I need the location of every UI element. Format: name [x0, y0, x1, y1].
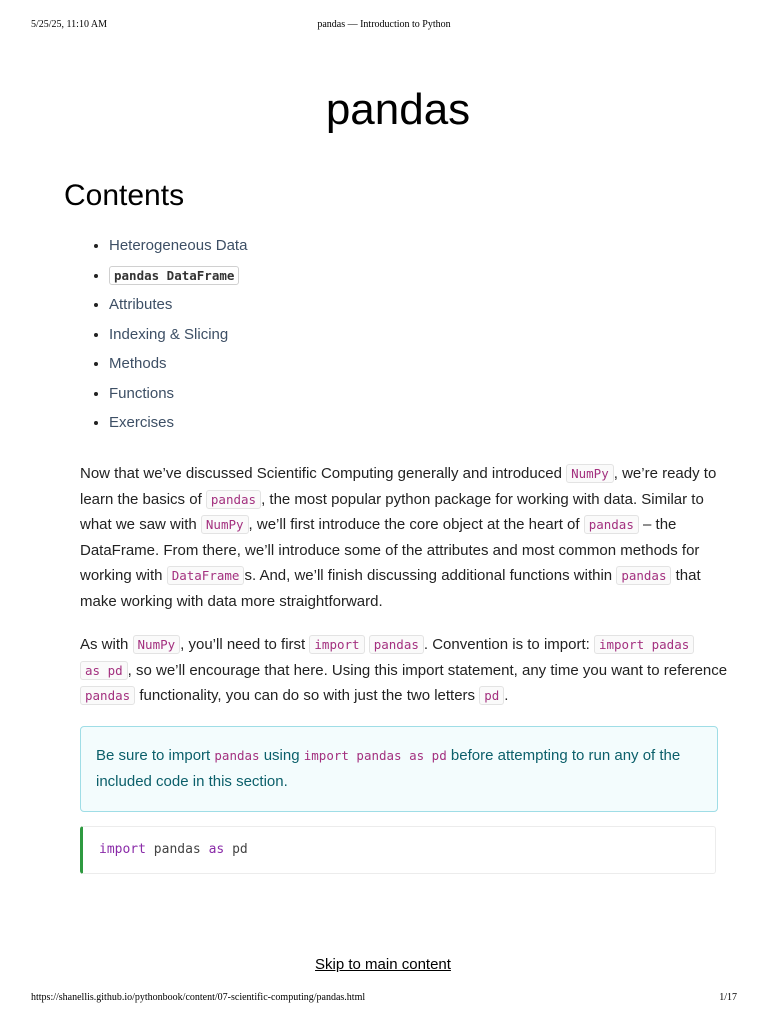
text: – the DataFrame. From there, we’ll introduce some of the attributes and most common methods for working with — [80, 516, 700, 584]
inline-code: NumPy — [566, 464, 614, 483]
toc-item-pandas-dataframe[interactable] — [109, 262, 247, 292]
inline-code: pandas — [616, 566, 671, 585]
inline-code: pandas — [584, 515, 639, 534]
table-of-contents — [90, 232, 247, 439]
toc-link[interactable] — [109, 267, 239, 284]
inline-code: DataFrame — [167, 566, 245, 585]
import-paragraph — [80, 632, 730, 709]
module-name: pandas — [145, 842, 209, 857]
text: Now that we’ve discussed Scientific Computing generally and introduced — [80, 465, 567, 482]
note-admonition — [80, 726, 718, 812]
print-doc-title: pandas — Introduction to Python — [317, 19, 451, 30]
toc-link[interactable]: Attributes — [109, 296, 173, 313]
text: . — [504, 687, 509, 704]
text: , the most popular python package for working with data. Similar to what we saw with — [80, 490, 704, 533]
print-url: https://shanellis.github.io/pythonbook/content/07-scientific-computing/pandas.html — [31, 992, 366, 1003]
inline-code: pandas — [369, 635, 424, 654]
toc-item-methods[interactable] — [109, 350, 247, 380]
keyword: as — [208, 842, 225, 857]
toc-item-heterogeneous-data[interactable] — [109, 232, 247, 262]
inline-code: pandas — [80, 686, 135, 705]
toc-code-label[interactable]: pandas DataFrame — [109, 266, 239, 285]
text: , so we’ll encourage that here. Using this import statement, any time you want to reference — [127, 661, 728, 679]
contents-heading: Contents — [64, 179, 185, 212]
inline-code: NumPy — [133, 635, 181, 654]
toc-item-attributes[interactable] — [109, 291, 247, 321]
toc-item-indexing-slicing[interactable] — [109, 321, 247, 351]
toc-item-exercises[interactable] — [109, 409, 247, 439]
code-cell[interactable] — [80, 826, 716, 874]
skip-to-main-content-link[interactable]: Skip to main content — [315, 956, 451, 973]
inline-code: pd — [479, 686, 504, 705]
text: s. And, we’ll finish discussing additional functions within — [244, 567, 617, 584]
inline-code: import pandas as pd — [303, 748, 447, 763]
print-footer — [0, 992, 768, 1006]
inline-code: pandas — [206, 490, 261, 509]
print-header — [0, 19, 768, 33]
inline-code: pandas — [214, 748, 260, 763]
toc-link[interactable]: Indexing & Slicing — [109, 325, 229, 343]
keyword: import — [99, 842, 146, 857]
toc-link[interactable]: Exercises — [109, 414, 175, 431]
print-page-number: 1/17 — [719, 992, 737, 1003]
text: that make working with data more straightforward. — [80, 567, 701, 610]
text: , we’re ready to learn the basics of — [80, 465, 717, 508]
text: , you’ll need to first — [180, 636, 310, 653]
text: before attempting to run any of the included code in this section. — [96, 747, 681, 790]
alias-name: pd — [224, 842, 248, 857]
text: functionality, you can do so with just the two letters — [135, 687, 480, 704]
print-datetime: 5/25/25, 11:10 AM — [31, 19, 108, 30]
toc-link[interactable]: Functions — [109, 384, 175, 402]
inline-code: as pd — [80, 661, 128, 680]
text: As with — [80, 636, 133, 653]
page-title: pandas — [325, 85, 471, 134]
inline-code: import — [309, 635, 364, 654]
inline-code: import padas — [594, 635, 694, 654]
text: , we’ll first introduce the core object at the heart of — [248, 516, 584, 533]
toc-item-functions[interactable] — [109, 380, 247, 410]
text: . Convention is to import: — [423, 636, 594, 653]
code-text[interactable] — [83, 827, 715, 873]
intro-paragraph — [80, 461, 730, 614]
text: Be sure to import — [96, 747, 215, 764]
toc-link[interactable]: Methods — [109, 355, 167, 372]
inline-code: NumPy — [201, 515, 249, 534]
text: using — [259, 747, 304, 764]
toc-link[interactable]: Heterogeneous Data — [109, 237, 248, 254]
